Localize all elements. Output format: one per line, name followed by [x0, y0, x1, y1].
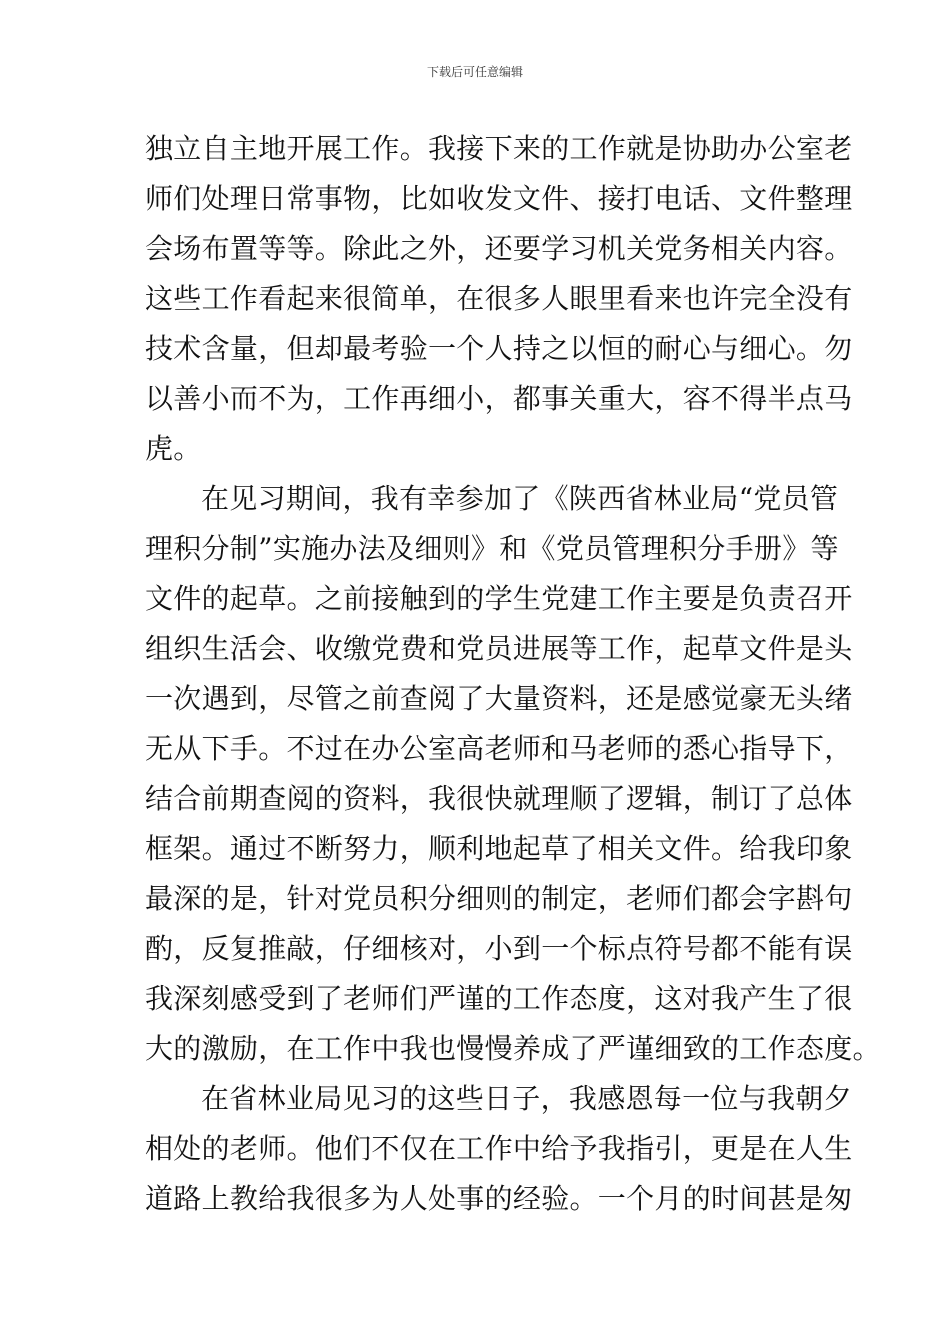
page-header: 下载后可任意编辑: [426, 65, 523, 79]
text-line: 师们处理日常事物，比如收发文件、接打电话、文件整理: [145, 182, 853, 215]
text-line: 技术含量，但却最考验一个人持之以恒的耐心与细心。勿: [145, 332, 853, 365]
text-line: 虎。: [145, 432, 202, 465]
text-line: 一次遇到，尽管之前查阅了大量资料，还是感觉豪无头绪: [145, 682, 853, 715]
text-line: 文件的起草。之前接触到的学生党建工作主要是负责召开: [145, 582, 853, 615]
text-line: 组织生活会、收缴党费和党员进展等工作，起草文件是头: [145, 632, 853, 665]
text-line: 会场布置等等。除此之外，还要学习机关党务相关内容。: [145, 232, 853, 265]
text-line: 独立自主地开展工作。我接下来的工作就是协助办公室老: [145, 132, 853, 165]
text-line: 相处的老师。他们不仅在工作中给予我指引，更是在人生: [145, 1132, 853, 1165]
text-line: 我深刻感受到了老师们严谨的工作态度，这对我产生了很: [145, 982, 853, 1015]
text-line: 理积分制”实施办法及细则》和《党员管理积分手册》等: [145, 532, 839, 565]
paragraph-first-line: 在省林业局见习的这些日子，我感恩每一位与我朝夕: [201, 1082, 852, 1115]
text-line: 最深的是，针对党员积分细则的制定，老师们都会字斟句: [145, 882, 853, 915]
text-line: 结合前期查阅的资料，我很快就理顺了逻辑，制订了总体: [145, 782, 853, 815]
text-line: 以善小而不为，工作再细小，都事关重大，容不得半点马: [145, 382, 853, 415]
paragraph-first-line: 在见习期间，我有幸参加了《陕西省林业局“党员管: [201, 482, 839, 515]
text-line: 道路上教给我很多为人处事的经验。一个月的时间甚是匆: [145, 1182, 853, 1215]
text-line: 框架。通过不断努力，顺利地起草了相关文件。给我印象: [145, 832, 853, 865]
text-line: 无从下手。不过在办公室高老师和马老师的悉心指导下，: [145, 732, 853, 765]
text-line: 大的激励，在工作中我也慢慢养成了严谨细致的工作态度。: [145, 1032, 881, 1065]
text-line: 这些工作看起来很简单，在很多人眼里看来也许完全没有: [145, 282, 853, 315]
text-line: 酌，反复推敲，仔细核对，小到一个标点符号都不能有误: [145, 932, 853, 965]
